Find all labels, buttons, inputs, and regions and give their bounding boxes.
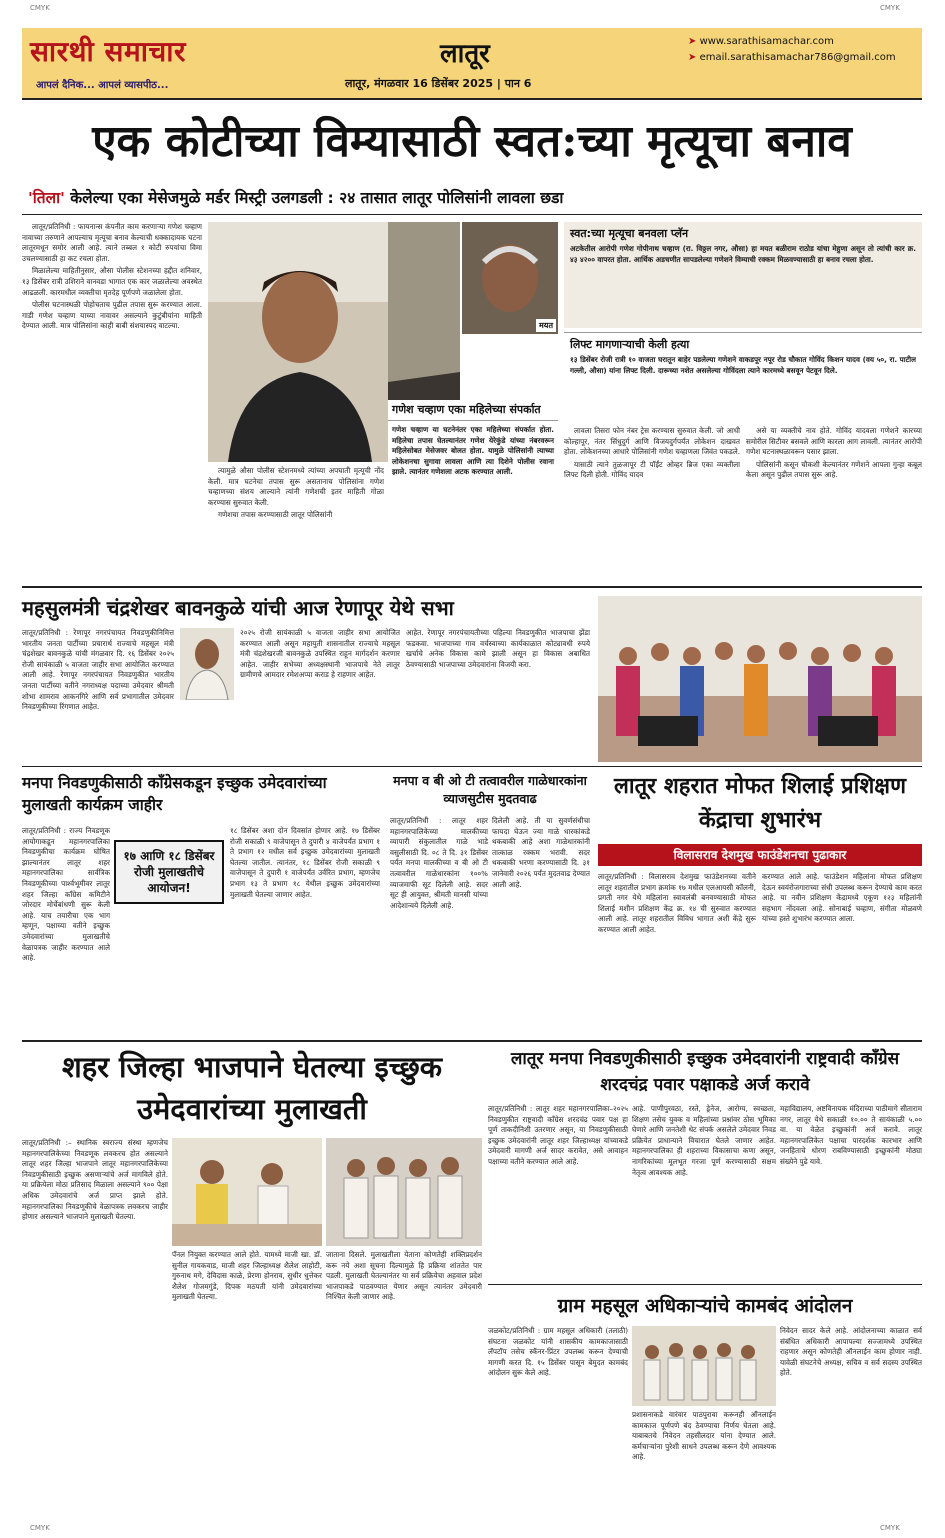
cmyk-top-right: CMYK [880, 4, 900, 12]
congress-col-1: लातूर/प्रतिनिधी : राज्य निवडणूक आयोगाकडून महानगरपालिका निवडणुकीचा कार्यक्रम घोषित झाल्यानंतर लातूर शहर महानगरपालिका सार्वत्रिक निवडणूकीच्या पार्श्वभूमीवर लातूर शहर जिल्हा काँग्रेस कमिटीने जोरदार मोर्चेबांधणी सुरू केली आहे. याच तयारीचा एक भाग म्हणून, पक्षाच्या वतीने इच्छुक उमेदवारांच्या मुलाखतीचे वेळापत्रक जाहीर करण्यात आले आहे. [22, 826, 110, 963]
tailoring-photo [598, 596, 922, 762]
mail-icon: ➤ [688, 52, 700, 63]
bawankule-bottom-rule [22, 766, 922, 767]
paper-name: सारथी समाचार [30, 35, 186, 68]
person-photo-icon [208, 222, 388, 462]
gram-photo [632, 1326, 776, 1406]
lead-col5-para-2: पोलिसांनी कसून चौकशी केल्यानंतर गणेशने आपला गुन्हा कबूल केला असून पुढील तपास सुरू आहे. [746, 459, 922, 480]
email-text: email.sarathisamachar786@gmail.com [699, 52, 896, 63]
tagline: आपलं दैनिक... आपलं व्यासपीठ... [36, 80, 169, 91]
masthead [0, 0, 945, 100]
lead-headline: एक कोटीच्या विम्यासाठी स्वत:च्या मृत्यूचा बनाव [92, 116, 852, 167]
masthead-rule [22, 98, 922, 100]
lead-col4-para-2: यासाठी त्याने तुळजापूर टी पॉईंट ओव्हर ब्रिज एका व्यक्तीला लिफ्ट दिली होती. गोविंद यादव [564, 459, 740, 480]
bawankule-col-2: २०२५ रोजी सायंकाळी ५ वाजता जाहीर सभा आयोजित करण्यात आली असून महायुती शासनातील राज्याचे महसूल मंत्री चंद्रशेखरजी बावनकुळे उपस्थित राहून मार्गदर्शन करणार आहेत. जाहीर सभेच्या अध्यक्षस्थानी भाजपाचे नेते लातूर ग्रामीणचे आमदार रमेशअप्पा कराड हे राहणार आहेत. [240, 628, 400, 680]
ncp-bottom-rule [488, 1284, 922, 1285]
cmyk-bottom-left: CMYK [30, 1524, 50, 1532]
lead-sub-rule [22, 214, 922, 215]
email-link[interactable] [688, 52, 896, 63]
lead-col1-para-1: लातूर/प्रतिनिधी : फायनान्स कंपनीत काम करणाऱ्या गणेश चव्हाण नावाच्या तरुणाने आपल्याच मृत्यूचा बनाव केल्याची धक्कादायक घटना लातूरमधून समोर आली आहे. त्याने तब्बल १ कोटी रुपयांचा विमा उचलण्यासाठी हा कट रचला होता. [22, 222, 202, 263]
lead-sub-rest: केलेल्या एका मेसेजमुळे मर्डर मिस्ट्री उलगडली : २४ तासात लातूर पोलिसांनी लावला छडा [70, 189, 564, 207]
lead-col1-para-3: पोलीस घटनास्थळी पोहोचताच पुढील तपास सुरू करण्यात आला. गाडी गणेश चव्हाण याच्या नावावर असल्याने कुटुंबीयांना माहिती देण्यात आली. मात्र पोलिसांना काही बाबी संशयास्पद वाटल्या. [22, 300, 202, 331]
gram-col-3: निवेदन सादर केले आहे. आंदोलनाच्या काळात सर्व संबंधित अधिकारी आपापल्या सज्जामध्ये उपस्थित राहणार असून कोणतेही ऑनलाईन काम होणार नाही. यावेळी संघटनेचे अध्यक्ष, सचिव व सर्व सदस्य उपस्थित होते. [780, 1326, 922, 1378]
women-group-photo-icon [598, 596, 922, 762]
bjp-col-1: लातूर/प्रतिनिधी :– स्थानिक स्वराज्य संस्था म्हणजेच महानगरपालिकेच्या निवडणूक लवकरच होत असल्याने लातूर शहर जिल्हा भाजपाने लातूर महानगरपालिकेच्या निवडणुकीसाठी इच्छुक असणाऱ्यांचे अर्ज मागविले होते. या प्रक्रियेला मोठा प्रतिसाद मिळाला असल्याने ९०० पेक्षा अधिक उमेदवारांचे अर्ज प्राप्त झाले होते. महानगरपालिका निवडणूकीचे वेळापत्रक लवकरच जाहीर होणार असल्याने भाजपाने मुलाखती घेतल्या. [22, 1138, 168, 1222]
lead-sub-quote: 'तिला' [28, 189, 65, 207]
gram-headline: ग्राम महसूल अधिकाऱ्यांचे कामबंद आंदोलन [557, 1295, 853, 1317]
tailoring-col-1: लातूर/प्रतिनिधी : विलासराव देशमुख फाउंडेशनच्या वतीने लातूर शहरातील प्रभाग क्रमांक १७ मधील एलआयसी कॉलनी, प्रगती नगर येथे महिलांना स्वावलंबी बनवण्यासाठी मोफत शिलाई मशीन प्रशिक्षण केंद्र क्र. १४ ची सुरुवात करण्यात आली आहे. लातूर शहरातील विविध भागात अशी केंद्रे सुरू करण्यात आली आहेत. [598, 872, 756, 934]
bjp-headline: शहर जिल्हा भाजपाने घेतल्या इच्छुक उमेदवारांच्या मुलाखती [61, 1050, 443, 1126]
bjp-photo-2 [326, 1138, 482, 1246]
leaders-photo-icon [326, 1138, 482, 1246]
lead-col-2 [208, 466, 384, 580]
protest-photo-icon [632, 1326, 776, 1406]
bawankule-col-1: लातूर/प्रतिनिधी : रेणापूर नगरपंचायत निवडणुकीनिमित्त भारतीय जनता पार्टीच्या प्रचारार्थ राज्याचे महसूल मंत्री चंद्रशेखर बावनकुळे यांची मंगळवार दि. १६ डिसेंबर २०२५ रोजी सायंकाळी ५ वाजता जाहीर सभा आयोजित करण्यात आली आहे. रेणापूर नगरपंचायत निवडणुकीत भारतीय जनता पार्टीच्या वतीने नगराध्यक्ष पदाच्या उमेदवार श्रीमती शोभा शामराव आकनगिरे आणि सर्व प्रभागातील उमेदवार निवडणुकीच्या रिंगणात आहेत. [22, 628, 174, 712]
lead-col-1 [22, 222, 202, 580]
ncp-col-1: लातूर/प्रतिनिधी : लातूर शहर महानगरपालिका–२०२५ निवडणुकीत राष्ट्रवादी काँग्रेस शरदचंद्र पवार पक्ष हा पूर्ण ताकदीनिशी उतरणार असून, या निवडणुकीसाठी इच्छुक उमेदवारांनी लातूर शहर जिल्हाध्यक्ष यांच्याकडे उमेदवारी मागणी अर्ज सादर करावेत, असे आवाहन पक्षाच्या वतीने करण्यात आले आहे. [488, 1104, 628, 1166]
bjp-col-2: पॅनल नियुक्त करण्यात आले होते. यामध्ये माजी खा. डॉ. सुनील गायकवाड, माजी शहर जिल्हाध्यक्ष शैलेश लाहोटी, गुरुनाथ मगे, देविदास काळे, प्रेरणा होनराव, सुधीर धुत्तेकर शैलेश गोजमगुंडे, दिपक मठपती यांनी उमेदवारांच्या मुलाखती घेतल्या. [172, 1250, 322, 1302]
edition-name: लातूर [440, 39, 490, 69]
tailoring-headline: लातूर शहरात मोफत शिलाई प्रशिक्षण केंद्राचा शुभारंभ [614, 774, 906, 833]
lift-box-body: १३ डिसेंबर रोजी रात्री १० वाजता घरातून बाहेर पडलेल्या गणेशने वाकडपूर नपूर रोड चौकात गोविंद किशन यादव (वय ५०, रा. पाटील गल्ली, औसा) यांना लिफ्ट दिली. दारूच्या नशेत असलेल्या गोविंदला त्याने कारमध्ये बसवून पेटवून दिले. [570, 355, 916, 375]
caption-title: गणेश चव्हाण एका महिलेच्या संपर्कात [388, 400, 558, 421]
website-text: www.sarathisamachar.com [699, 36, 834, 47]
cmyk-top-left: CMYK [30, 4, 50, 12]
ncp-headline: लातूर मनपा निवडणुकीसाठी इच्छुक उमेदवारांनी राष्ट्रवादी काँग्रेस शरदचंद्र पवार पक्षाकडे अर्ज करावे [510, 1049, 900, 1095]
bawankule-col-3: आहेत. रेणापूर नगरपंचायतीच्या पहिल्या निवडणुकीत भाजपाचा झेंडा फडकवा. भाजपाच्या गाव वर्चस्वाच्या कार्यकाळात कोट्यावधी रुपये खर्चाचे अनेक विकास कामे झाली असून हा विकास अबाधित ठेवण्यासाठी भाजपाच्या उमेदवारांना विजयी करा. [406, 628, 590, 669]
lead-col4-para-1: लावला तिसरा फोन नंबर ट्रेस करण्यास सुरुवात केली. जो आधी कोल्हापूर, नंतर सिंधुदुर्ग आणि विजयदुर्गपर्यंत लोकेशन दाखवत होता. लोकेशनच्या आधारे पोलिसांनी गणेश चव्हाणला जिवंत पकडले. [564, 426, 740, 457]
victim-face-icon [462, 222, 558, 334]
congress-col-2: १८ डिसेंबर अशा दोन दिवसांत होणार आहे. १७ डिसेंबर रोजी सकाळी ९ वाजेपासून ते दुपारी ४ वाजेपर्यंत प्रभाग १ ते प्रभाग १२ मधील सर्व इच्छुक उमेदवारांच्या मुलाखती घेतल्या जातील. त्यानंतर, १८ डिसेंबर रोजी सकाळी ९ वाजेपासून ते दुपारी १ वाजेपर्यंत उर्वरित प्रभाग, म्हणजेच प्रभाग १३ ते प्रभाग १८ येथील इच्छुक उमेदवारांच्या मुलाखती घेतल्या जाणार आहेत. [230, 826, 380, 899]
congress-headline: मनपा निवडणुकीसाठी काँग्रेसकडून इच्छुक उमेदवारांच्या मुलाखती कार्यक्रम जाहीर [22, 774, 327, 814]
lead-col-5 [746, 426, 922, 580]
lead-subheadline [28, 186, 928, 208]
lead-col5-para-1: असे या व्यक्तीचे नाव होते. गोविंद यादवला गणेशने कारच्या समोरील सिटीवर बसवले आणि कारला आग लावली. त्यानंतर आरोपी गणेश घटनास्थळावरून पसार झाला. [746, 426, 922, 457]
victim-label: मयत [536, 319, 556, 332]
globe-icon: ➤ [688, 36, 700, 47]
accused-photo [208, 222, 388, 462]
victim-photo [462, 222, 558, 334]
lift-box [564, 332, 922, 420]
website-link[interactable] [688, 36, 834, 47]
tailoring-banner: विलासराव देशमुख फाउंडेशनचा पुढाकार [598, 844, 922, 866]
lead-bottom-rule [22, 586, 922, 588]
ncp-col-2: आहे. पाणीपुरवठा, रस्ते, ड्रेनेज, आरोग्य, स्वच्छता, शिक्षण तसेच युवक व महिलांच्या प्रश्नांवर ठोस भूमिका घेणारे आणि जनतेशी थेट संपर्क असलेले उमेदवार निवड प्रक्रियेत प्राधान्याने विचारात घेतले जाणार आहेत. महानगरपालिका ही शहराच्या विकासाचा कणा असून, नागरिकांच्या मूलभूत गरजा पूर्ण करण्यासाठी सक्षम नेतृत्व आवश्यक आहे. [632, 1104, 776, 1177]
cmyk-bottom-right: CMYK [880, 1524, 900, 1532]
gram-col-2: प्रशासनाकडे वारंवार पाठपुरावा करूनही ऑनलाईन कामकाज पूर्णपणे बंद ठेवण्याचा निर्णय घेतला आहे. याबाबतचे निवेदन तहसीलदार यांना देण्यात आले. कर्मचाऱ्यांना पुरेशी साधने उपलब्ध करून देणे आवश्यक आहे. [632, 1410, 776, 1462]
plan-box-body: अटकेतील आरोपी गणेश गोपीनाथ चव्हाण (रा. विठ्ठल नगर, औसा) हा मयत बळीराम राठोड यांचा मेहुणा असून तो त्यांची कार क्र. ४३ ४२०० वापरत होता. आर्थिक अडचणीत सापडलेल्या गणेशने विम्याची रक्कम मिळवण्यासाठी हा बनाव रचला होता. [570, 244, 916, 264]
bjp-photo-1 [172, 1138, 322, 1246]
dateline: लातूर, मंगळवार 16 डिसेंबर 2025 | पान 6 [345, 77, 532, 90]
tailoring-col-2: करण्यात आले आहे. फाउंडेशन महिलांना मोफत प्रशिक्षण देऊन स्वयंरोजगाराच्या संधी उपलब्ध करून देण्याचे काम करत आहे. या नवीन प्रशिक्षण केंद्रामध्ये एकूण १२३ महिलांनी सहभाग नोंदवला आहे. सोनाबाई चव्हाण, संगीता मोळवणे यांच्या हस्ते शुभारंभ करण्यात आला. [762, 872, 922, 924]
lead-col-4 [564, 426, 740, 580]
lead-col2-para-1: त्यामुळे औसा पोलीस स्टेशनमध्ये त्यांच्या अपघाती मृत्यूची नोंद केली. मात्र घटनेचा तपास सुरू असतानाच पोलिसांना गणेश चव्हाणच्या संशय आल्याने त्यांनी गणेशची इतर माहिती गोळा करण्यास सुरुवात केली. [208, 466, 384, 507]
plan-box [564, 222, 922, 328]
congress-callout: १७ आणि १८ डिसेंबर रोजी मुलाखतीचे आयोजन! [114, 840, 224, 904]
congress-col-1b [114, 918, 226, 1036]
lead-col1-para-2: मिळालेल्या माहितीनुसार, औसा पोलीस स्टेशनच्या हद्दीत शनिवार, १३ डिसेंबर रात्री उशिराने वानवडा भागात एक कार जळालेल्या अवस्थेत आढळली. कारमधील व्यक्तीचा मृतदेह पूर्णपणे जळालेला होता. [22, 266, 202, 297]
plan-box-title: स्वत:च्या मृत्यूचा बनवला प्लॅन [570, 227, 689, 240]
bawankule-photo [180, 628, 234, 700]
mid-bottom-rule [22, 1040, 922, 1042]
bawankule-headline: महसुलमंत्री चंद्रशेखर बावनकुळे यांची आज रेणापूर येथे सभा [22, 596, 454, 620]
ncp-col-3: महाविद्यालय, अष्टविनायक मंदिराच्या पाठीमागे सीताराम नगर, लातूर येथे सकाळी १०.०० ते सायंकाळी ५.०० वा. या वेळेत इच्छुकांनी अर्ज करावे. लातूर महानगरपालिकेत पक्षाचा पारदर्शक कारभार आणि जनहिताचे धोरण राबविण्यासाठी इच्छुकांनी मोठ्या संख्येने पुढे यावे. [780, 1104, 922, 1166]
caption-box [388, 400, 558, 580]
interview-photo-icon [172, 1138, 322, 1246]
minister-photo-icon [180, 628, 234, 700]
bot-col-2: दिलेली आहे. ती या सुवर्णसंधीचा फायदा घेऊन ज्या गाळे धारकांकडे थकबाकी आहे अशा गाळेधारकांनी तात्काळ रक्कम भरावी. सदर थकबाकी भरणा करण्यासाठी दि. ३१ जानेवारी २०२६ पर्यंत मुदतवाढ देण्यात आली आहे. [492, 816, 590, 889]
bot-col-1: लातूर/प्रतिनिधी : लातूर शहर महानगरपालिकेच्या मालकीच्या व्यापारी संकुलातील गाळे भाडे वसुलीसाठी दि. ०८ ते दि. ३१ डिसेंबर पर्यंत मनपा मालकीच्या व बी ओ टी तत्वावरील गाळेधारकांना १००% व्याजमाफी सूट दिलेली आहे. सदर सूट ही आयुक्त, श्रीमती मानसी यांच्या आदेशान्वये दिलेली आहे. [390, 816, 488, 910]
gram-col-1: जळकोट/प्रतिनिधी : ग्राम महसूल अधिकारी (तलाठी) संघटना जळकोट यांनी शासकीय कामकाजासाठी लॅपटॉप तसेच स्कॅनर-प्रिंटर उपलब्ध करून देण्याची मागणी करत दि. १५ डिसेंबर पासून बेमुदत कामबंद आंदोलन सुरू केले आहे. [488, 1326, 628, 1378]
lift-box-title: लिफ्ट मागणाऱ्याची केली हत्या [570, 338, 690, 351]
bjp-col-3: जाताना दिसले. मुलाखतीला येताना कोणतेही शक्तिप्रदर्शन करू नये अशा सूचना दिल्यामुळे हि प्रक्रिया शांततेत पार पडली. मुलाखती घेतल्यानंतर या सर्व प्रक्रियेचा अहवाल प्रदेश भाजपाकडे पाठवण्यात येणार असून त्यानंतर उमेदवारी निश्चित केली जाणार आहे. [326, 1250, 482, 1302]
bot-headline: मनपा व बी ओ टी तत्वावरील गाळेधारकांना व्याजसुटीस मुदतवाढ [393, 773, 587, 806]
lead-col2-para-2: गणेशचा तपास करण्यासाठी लातूर पोलिसांनी [218, 510, 333, 520]
caption-body: गणेश चव्हाण या घटनेनंतर एका महिलेच्या संपर्कात होता. महिलेचा तपास घेतल्यानंतर गणेश येरेकुंडे यांच्या नंबरवरून महिलेसोबत मेसेजवर बोलत होता. यामुळे पोलिसांनी त्याच्या लोकेशनचा सुगावा लावला आणि त्या दिशेने पोलीस रवाना झाले. त्यानंतर गणेशला अटक करण्यात आली. [392, 425, 554, 477]
